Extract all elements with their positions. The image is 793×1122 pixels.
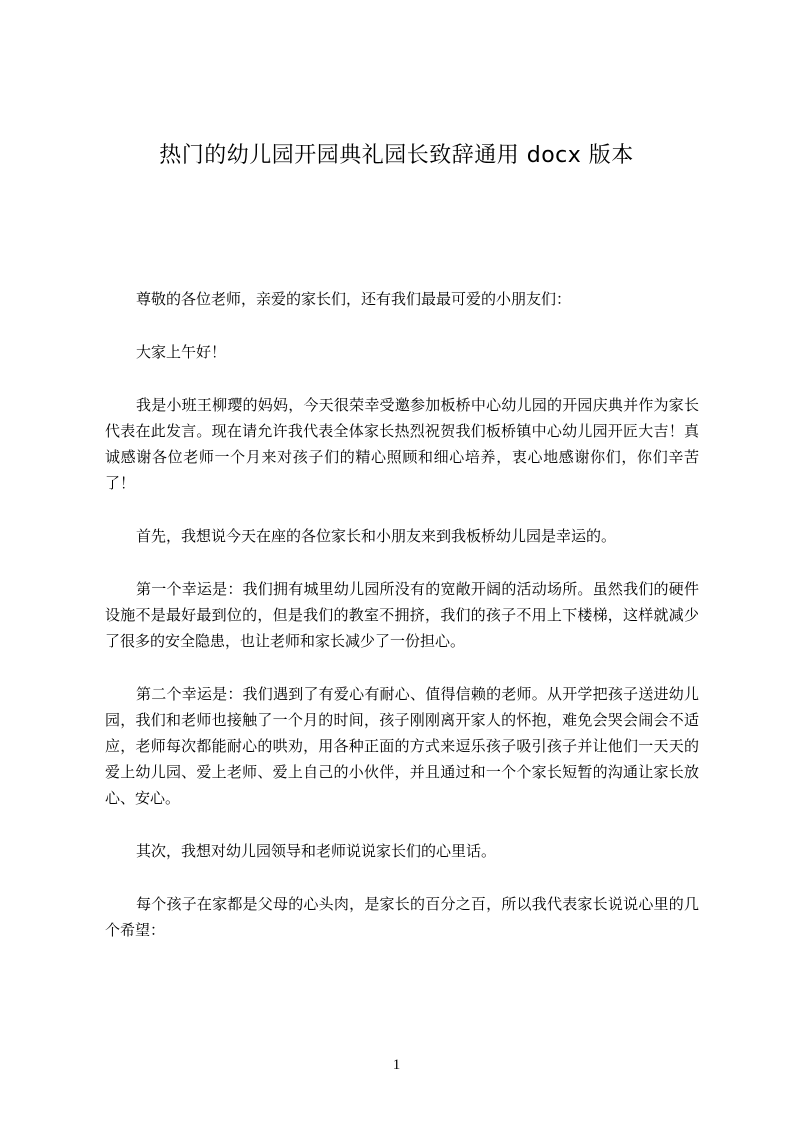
paragraph-introduction: 我是小班王柳璎的妈妈，今天很荣幸受邀参加板桥中心幼儿园的开园庆典并作为家长代表在此发言。现在请允许我代表全体家长热烈祝贺我们板桥镇中心幼儿园开匠大吉！真诚感谢各位老师一个月来对孩子们的精心照顾和细心培养，衷心地感谢你们，你们辛苦了！ — [105, 396, 699, 492]
page-number: 1 — [392, 1057, 401, 1073]
paragraph-second-fortune: 第二个幸运是：我们遇到了有爱心有耐心、值得信赖的老师。从开学把孩子送进幼儿园，我们和老师也接触了一个月的时间，孩子刚刚离开家人的怀抱，难免会哭会闹会不适应，老师每次都能耐心的哄劝，用各种正面的方式来逗乐孩子吸引孩子并让他们一天天的爱上幼儿园、爱上老师、爱上自己的小伙伴，并且通过和一个个家长短暂的沟通让家长放心、安心。 — [105, 685, 699, 807]
document-body — [105, 286, 699, 970]
paragraph-second-point: 其次，我想对幼儿园领导和老师说说家长们的心里话。 — [136, 842, 497, 860]
paragraph-salutation: 尊敬的各位老师，亲爱的家长们，还有我们最最可爱的小朋友们： — [136, 290, 572, 308]
document-title: 热门的幼儿园开园典礼园长致辞通用 docx 版本 — [159, 143, 634, 168]
paragraph-first-point: 首先，我想说今天在座的各位家长和小朋友来到我板桥幼儿园是幸运的。 — [136, 527, 617, 545]
paragraph-greeting: 大家上午好！ — [136, 343, 227, 361]
paragraph-first-fortune: 第一个幸运是：我们拥有城里幼儿园所没有的宽敞开阔的活动场所。虽然我们的硬件设施不是最好最到位的，但是我们的教室不拥挤，我们的孩子不用上下楼梯，这样就减少了很多的安全隐患，也让老师和家长减少了一份担心。 — [105, 580, 699, 650]
paragraph-hopes: 每个孩子在家都是父母的心头肉，是家长的百分之百，所以我代表家长说说心里的几个希望： — [105, 895, 699, 939]
